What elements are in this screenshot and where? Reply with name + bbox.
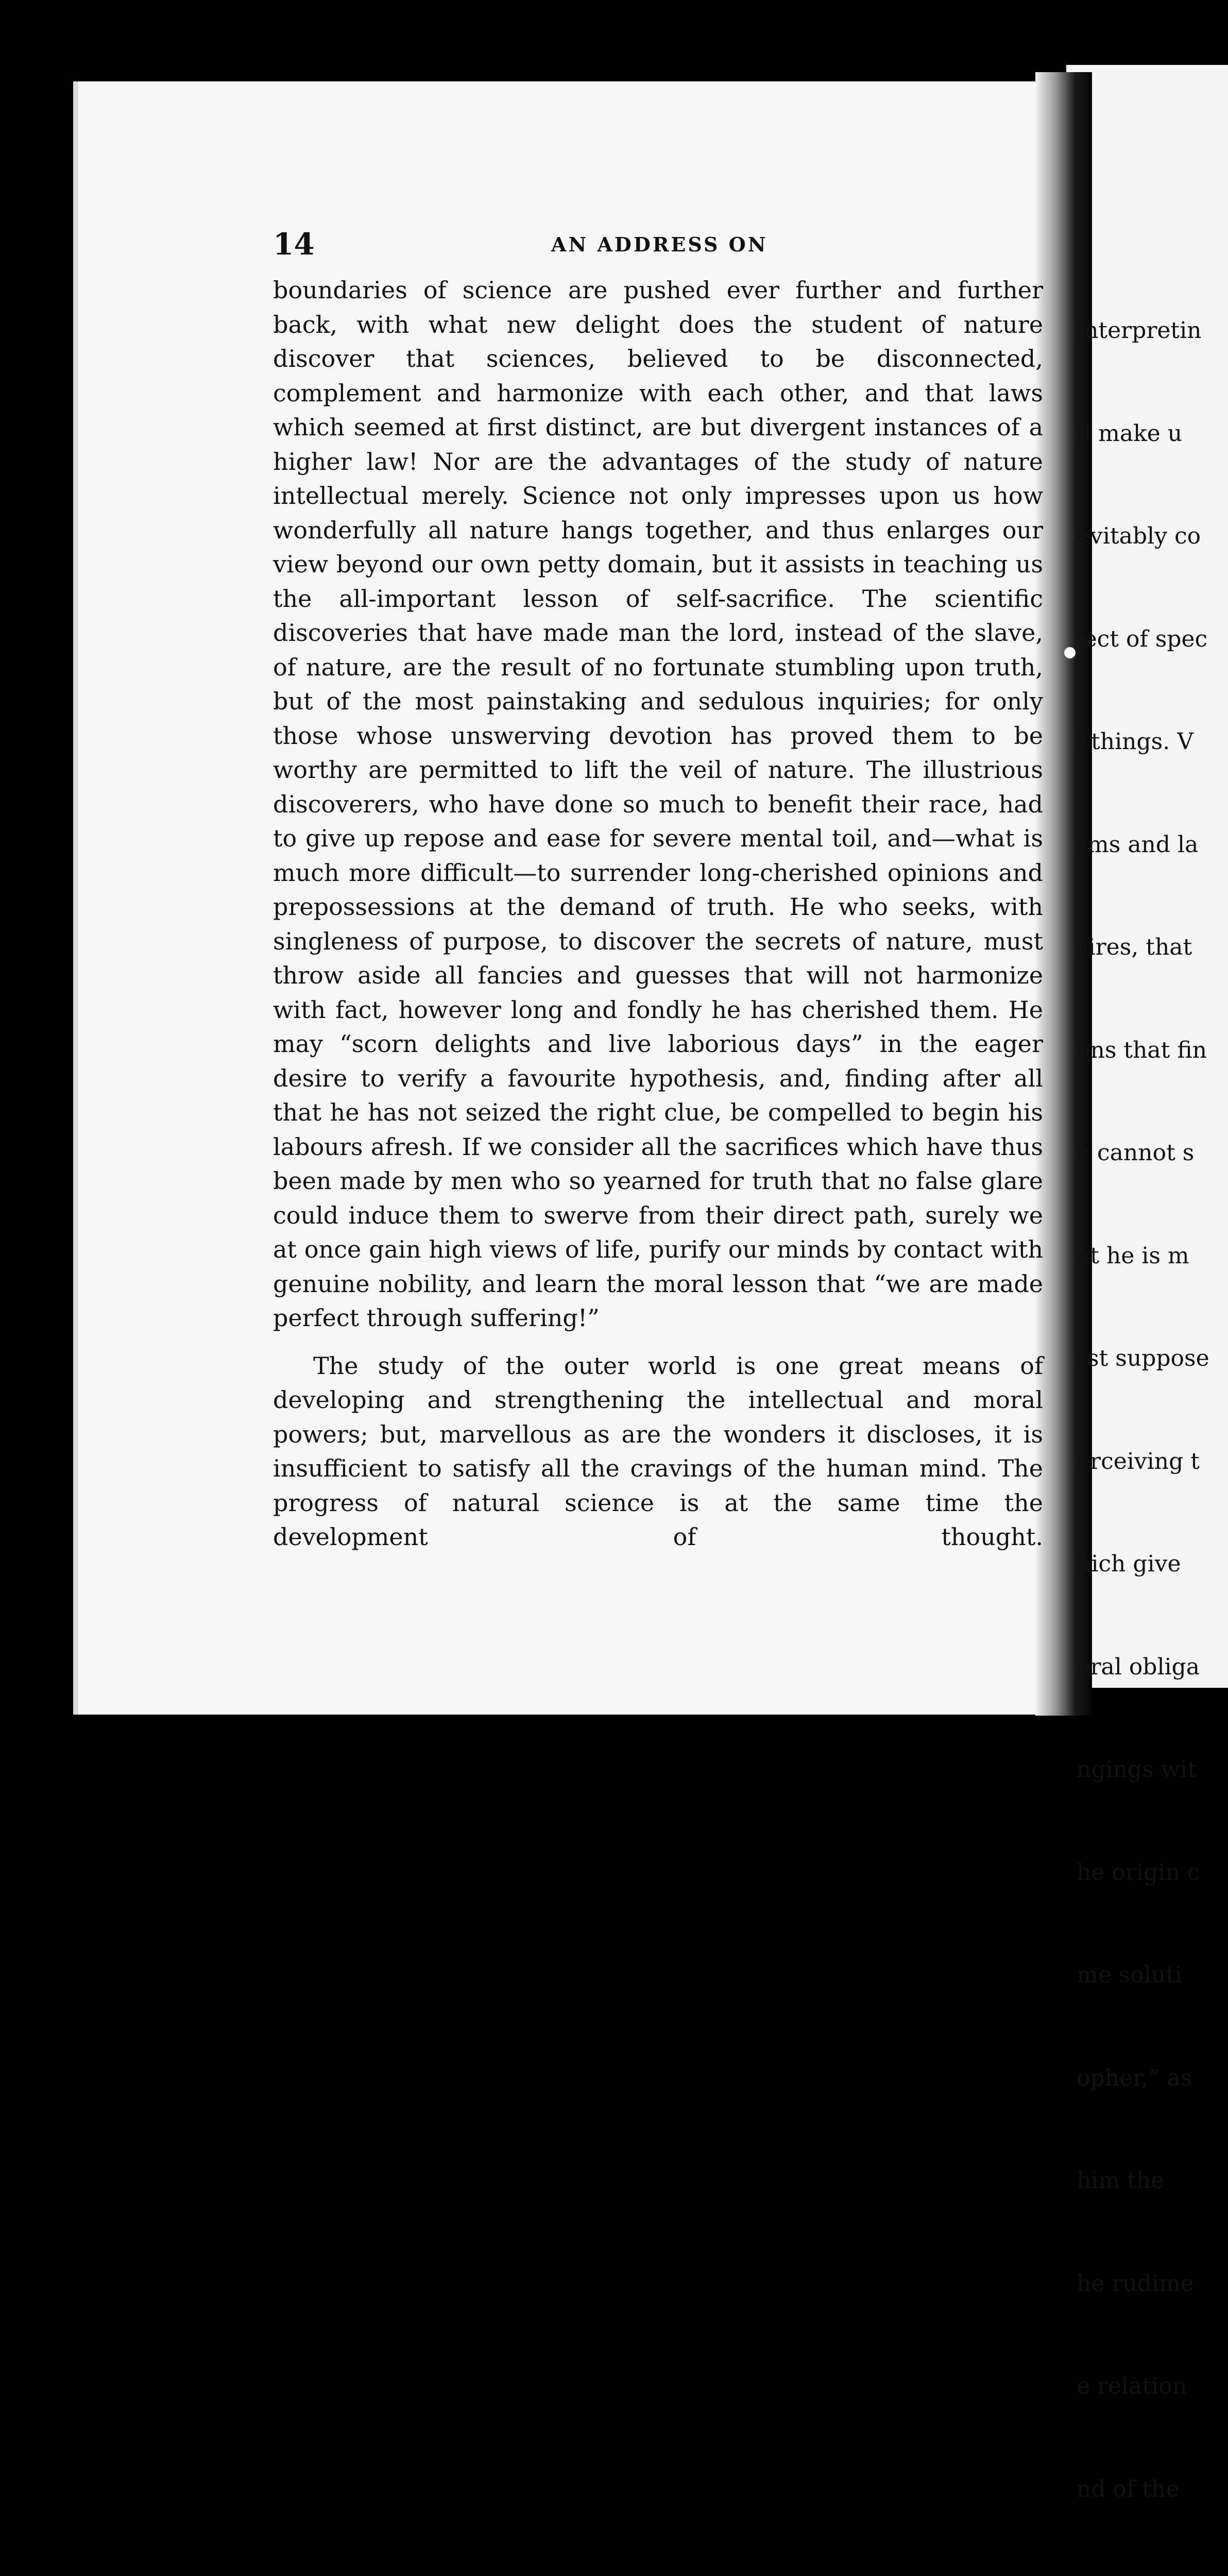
- facing-line: oral obliga: [1077, 1653, 1200, 1680]
- facing-line: interpretin: [1077, 317, 1202, 344]
- facing-line: d make u: [1077, 420, 1183, 447]
- facing-line: ngings wit: [1077, 1756, 1197, 1783]
- facing-line: rst suppose: [1077, 1345, 1209, 1371]
- paragraph: The study of the outer world is one great means of developing and strengthening the intellectual and moral powers; but, marvellous as are the wonders it discloses, it is insufficient to satisfy all the cravings of the human mind. The progress of natural science is at the same time the development of thought.: [273, 1351, 1043, 1551]
- facing-line: e cannot s: [1077, 1140, 1195, 1166]
- body-text: [273, 273, 1043, 1582]
- facing-line: nd of the: [1077, 2476, 1180, 2502]
- page-header: [273, 227, 1046, 263]
- running-head: AN ADDRESS ON: [551, 233, 768, 256]
- facing-line: l things. V: [1077, 728, 1193, 755]
- facing-line: opher,” as: [1077, 2064, 1192, 2091]
- facing-line: him the: [1077, 2167, 1165, 2194]
- facing-page-text-fragments: [1077, 245, 1209, 2576]
- facing-line: erceiving t: [1077, 1448, 1200, 1475]
- facing-line: evitably co: [1077, 523, 1201, 549]
- scan-speck: [1064, 647, 1076, 658]
- facing-line: hich give: [1077, 1551, 1181, 1577]
- facing-line: he origin c: [1077, 1859, 1200, 1886]
- facing-line: he rudime: [1077, 2270, 1194, 2297]
- facing-line: me soluti: [1077, 1962, 1182, 1988]
- facing-line: sires, that: [1077, 934, 1192, 960]
- facing-line: at he is m: [1077, 1242, 1189, 1269]
- facing-line: ject of spec: [1077, 625, 1208, 652]
- page-number: 14: [273, 227, 315, 262]
- facing-line: e relation: [1077, 2373, 1187, 2399]
- facing-line: rms and la: [1077, 831, 1199, 858]
- paragraph: boundaries of science are pushed ever further and further back, with what new delight does the student of nature discover that sciences, believed to be disconnected, complement and harmonize with each other, and that laws which seemed at first distinct, are but divergent instances of a higher law! Nor are the advantages of the study of nature intellectual merely. Science not only impresses upon us how wonderfully all nature hangs together, and thus enlarges our view beyond our own petty domain, but it assists in teaching us the all-important lesson of self-sacrifice. The scientific discoveries that have made man the lord, instead of the slave, of nature, are the result of no fortunate stumbling upon truth, but of the most painstaking and sedulous inquiries; for only those whose unswerving devotion has proved them to be worthy are permitted to lift the veil of nature. The illustrious discoverers, who have done so much to benefit their race, had to give up repose and ease for severe mental toil, and—what is much more difficult—to surrender long-cherished opinions and prepossessions at the demand of truth. He who seeks, with singleness of purpose, to discover the secrets of nature, must throw aside all fancies and guesses that will not harmonize with fact, however long and fondly he has cherished them. He may “scorn delights and live laborious days” in the eager desire to verify a favourite hypothesis, and, finding after all that he has not seized the right clue, be compelled to begin his labours afresh. If we consider all the sacrifices which have thus been made by men who so yearned for truth that no false glare could induce them to swerve from their direct path, surely we at once gain high views of life, purify our minds by contact with genuine nobility, and learn the moral lesson that “we are made perfect through suffering!”: [273, 276, 1043, 1332]
- facing-line: ons that fin: [1077, 1037, 1207, 1063]
